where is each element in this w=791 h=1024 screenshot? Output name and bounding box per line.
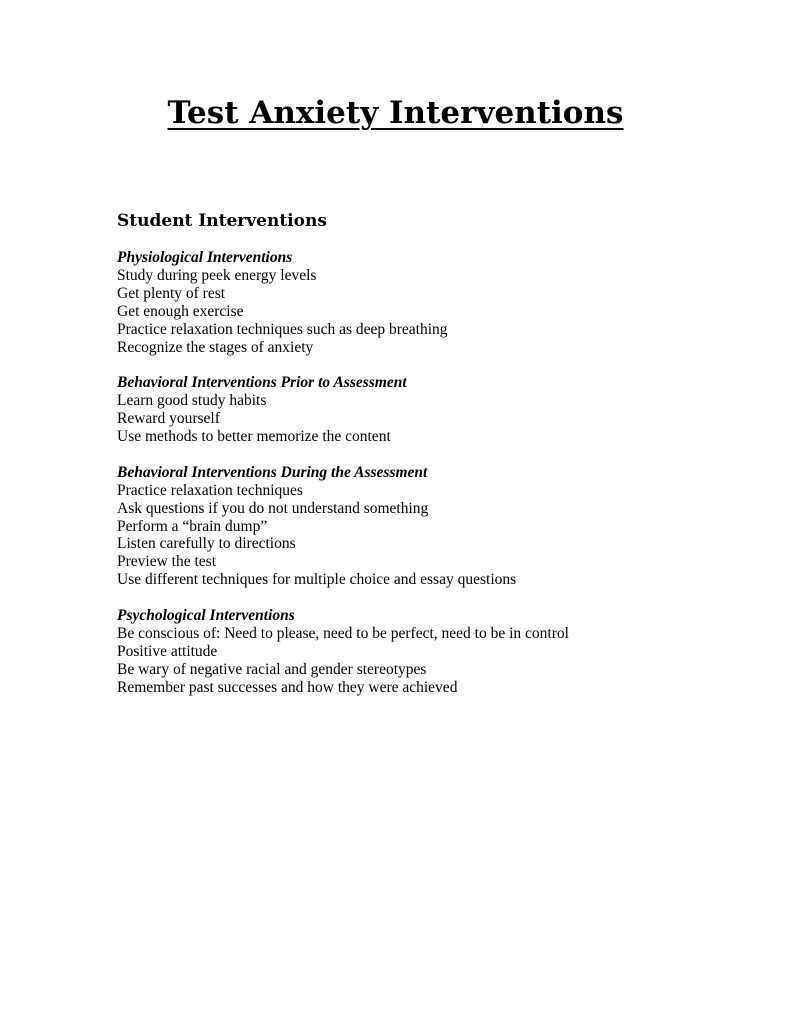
group-psychological xyxy=(117,607,757,697)
list-item: Get enough exercise xyxy=(117,302,244,320)
list-item: Ask questions if you do not understand something xyxy=(117,499,429,517)
list-item: Study during peek energy levels xyxy=(117,266,317,284)
list-item: Preview the test xyxy=(117,553,217,571)
group-items xyxy=(117,482,757,589)
list-item: Listen carefully to directions xyxy=(117,535,296,553)
group-items xyxy=(117,392,757,446)
list-item: Positive attitude xyxy=(117,642,218,660)
list-item: Learn good study habits xyxy=(117,392,267,410)
group-title: Physiological Interventions xyxy=(117,249,293,266)
list-item: Reward yourself xyxy=(117,410,220,428)
interventions-body xyxy=(117,249,757,715)
group-behavioral-during xyxy=(117,464,757,589)
list-item: Be wary of negative racial and gender stereotypes xyxy=(117,660,427,678)
list-item: Practice relaxation techniques xyxy=(117,481,303,499)
list-item: Get plenty of rest xyxy=(117,284,226,302)
group-behavioral-prior xyxy=(117,374,757,446)
list-item: Practice relaxation techniques such as deep breathing xyxy=(117,320,448,338)
group-items xyxy=(117,625,757,697)
document-title: Test Anxiety Interventions xyxy=(167,95,624,131)
list-item: Use methods to better memorize the content xyxy=(117,428,391,446)
group-physiological xyxy=(117,249,757,356)
group-items xyxy=(117,267,757,357)
list-item: Perform a “brain dump” xyxy=(117,517,268,535)
list-item: Use different techniques for multiple choice and essay questions xyxy=(117,571,517,589)
list-item: Be conscious of: Need to please, need to be perfect, need to be in control xyxy=(117,624,569,642)
group-title: Behavioral Interventions Prior to Assessment xyxy=(117,374,407,392)
list-item: Recognize the stages of anxiety xyxy=(117,338,314,356)
group-title: Psychological Interventions xyxy=(117,607,295,625)
group-title: Behavioral Interventions During the Assessment xyxy=(117,463,428,481)
list-item: Remember past successes and how they were achieved xyxy=(117,678,458,696)
section-heading: Student Interventions xyxy=(117,211,327,231)
